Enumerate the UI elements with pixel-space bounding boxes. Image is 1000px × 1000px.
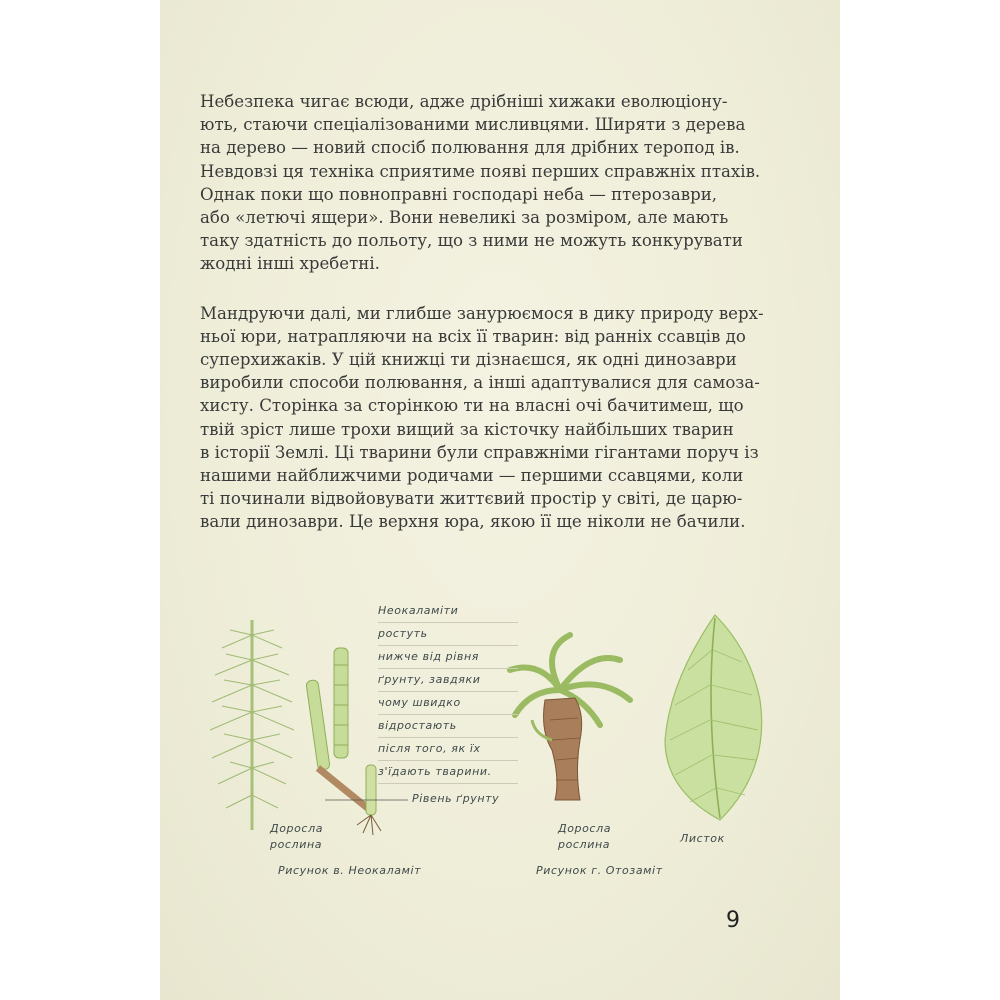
note-line: ґрунту, завдяки <box>378 669 518 692</box>
leaf-label: Листок <box>680 832 725 845</box>
text-line: ті починали відвойовувати життєвий простір у світі, де царю- <box>200 489 743 509</box>
text-line: хисту. Сторінка за сторінкою ти на власні очі бачитимеш, що <box>200 396 744 416</box>
note-line: Неокаламіти <box>378 600 518 623</box>
note-line: ростуть <box>378 623 518 646</box>
text-line: Однак поки що повноправні господарі неба — птерозаври, <box>200 184 718 204</box>
adult-plant-label-1-line2: рослина <box>270 838 323 851</box>
book-page <box>160 0 840 1000</box>
neocalamites-note <box>378 600 518 784</box>
text-line: або «летючі ящери». Вони невеликі за розміром, але мають <box>200 208 729 228</box>
note-line: чому швидко <box>378 692 518 715</box>
page-number: 9 <box>726 908 740 933</box>
text-line: виробили способи полювання, а інші адаптувалися для самоза- <box>200 373 760 393</box>
otozamites-plant-illustration <box>510 635 630 800</box>
text-line: ньої юри, натрапляючи на всіх її тварин: від ранніх ссавців до <box>200 326 746 346</box>
text-line: вали динозаври. Це верхня юра, якою її ще ніколи не бачили. <box>200 512 746 532</box>
figure-v-caption: Рисунок в. Неокаламіт <box>278 864 422 877</box>
text-line: Небезпека чигає всюди, адже дрібніші хижаки еволюціону- <box>200 92 728 111</box>
figure-g-caption: Рисунок г. Отозаміт <box>536 864 663 877</box>
text-line: твій зріст лише трохи вищий за кісточку найбільших тварин <box>200 419 734 439</box>
text-line: Невдовзі ця техніка сприятиме появі перших справжніх птахів. <box>200 161 761 181</box>
note-line: відростають <box>378 715 518 738</box>
text-line: ють, стаючи спеціалізованими мисливцями. Ширяти з дерева <box>200 115 746 135</box>
note-line: з'їдають тварини. <box>378 761 518 784</box>
ground-level-label: Рівень ґрунту <box>412 792 500 805</box>
text-line: суперхижаків. У цій книжці ти дізнаєшся, як одні динозаври <box>200 350 737 370</box>
paragraph-2 <box>200 302 800 534</box>
text-line: на дерево — новий спосіб полювання для дрібних теропод ів. <box>200 138 740 158</box>
text-line: нашими найближчими родичами — першими ссавцями, коли <box>200 466 744 486</box>
text-line: Мандруючи далі, ми глибше занурюємося в дику природу верх- <box>200 303 764 323</box>
text-line: жодні інші хребетні. <box>200 254 380 274</box>
text-line: в історії Землі. Ці тварини були справжніми гігантами поруч із <box>200 442 759 462</box>
neocalamites-adult-illustration <box>210 620 294 830</box>
otozamites-leaf-illustration <box>665 615 762 820</box>
adult-plant-label-1: Доросла <box>270 822 324 835</box>
note-line: нижче від рівня <box>378 646 518 669</box>
note-line: після того, як їх <box>378 738 518 761</box>
body-text <box>200 90 800 560</box>
adult-plant-label-2: Доросла <box>558 822 612 835</box>
text-line: таку здатність до польоту, що з ними не можуть конкурувати <box>200 231 743 251</box>
paragraph-1 <box>200 90 800 276</box>
adult-plant-label-2-line2: рослина <box>558 838 611 851</box>
